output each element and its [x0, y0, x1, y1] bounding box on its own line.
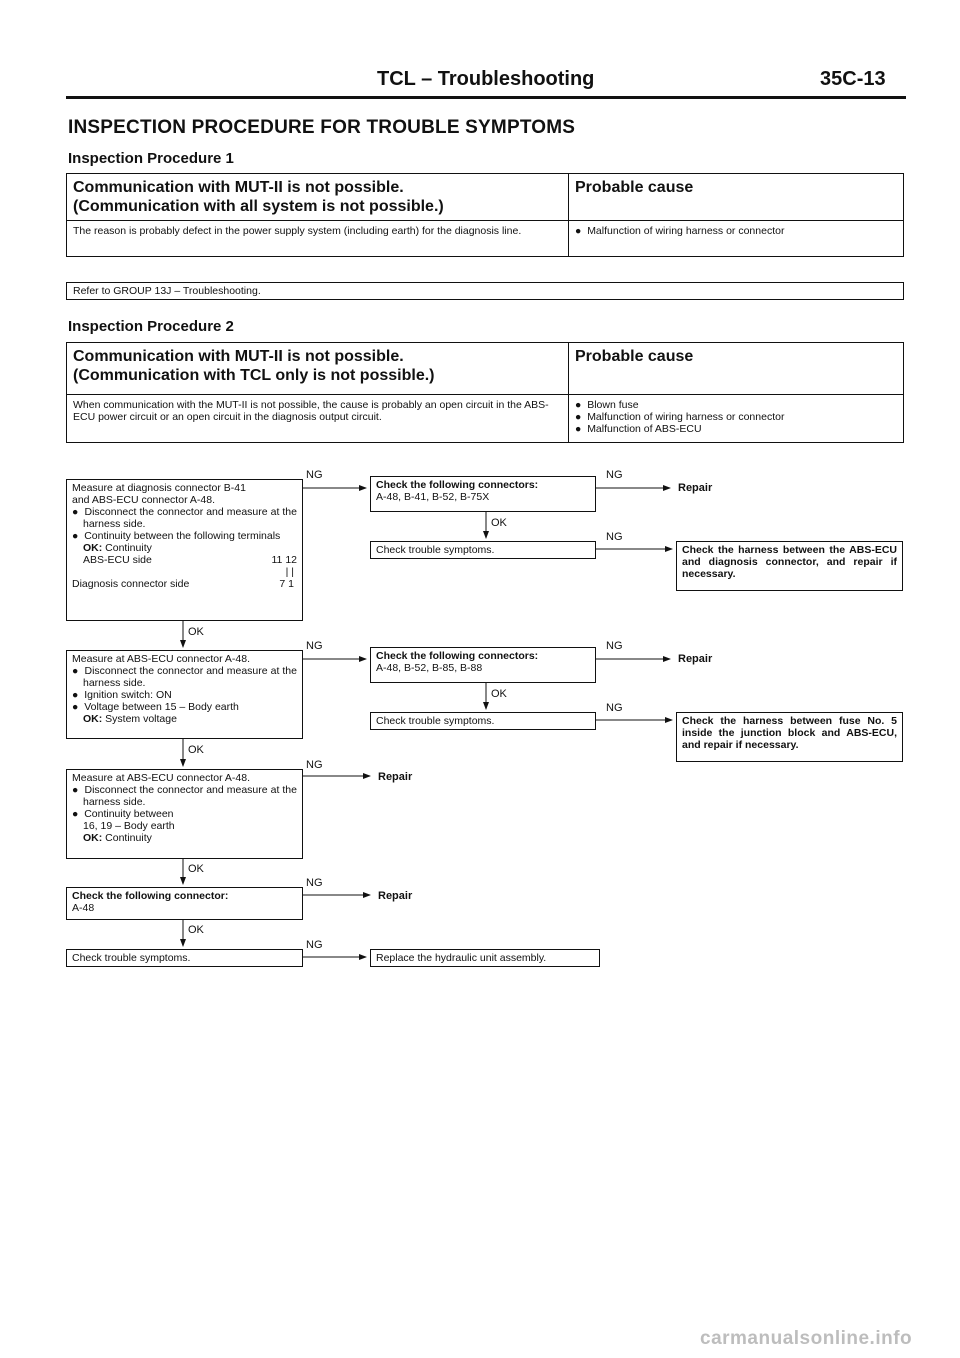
- proc1-cause-header: Probable cause: [569, 174, 904, 221]
- proc2-causes: ● Blown fuse ● Malfunction of wiring harness or connector ● Malfunction of ABS-ECU: [569, 395, 904, 443]
- step4-ng-label: NG: [306, 877, 323, 889]
- step3-box: Measure at ABS-ECU connector A-48. ● Disconnect the connector and measure at the harness side. ● Continuity between 16, 19 – Body earth OK: Continuity: [66, 769, 303, 859]
- step3-repair: Repair: [378, 771, 413, 783]
- proc1-title: Inspection Procedure 1: [68, 150, 234, 167]
- proc2-symptom: Communication with MUT-II is not possible. (Communication with TCL only is not possible.): [67, 343, 569, 395]
- proc1-reason: The reason is probably defect in the power supply system (including earth) for the diagnosis line.: [67, 221, 569, 257]
- step2-harness-box: Check the harness between fuse No. 5 inside the junction block and ABS-ECU, and repair if necessary.: [676, 712, 903, 762]
- step2-repair: Repair: [678, 653, 713, 665]
- step1-ng-ok-label: OK: [491, 517, 507, 529]
- page-number: 35C-13: [820, 68, 886, 90]
- step2-ng-ok-label: OK: [491, 688, 507, 700]
- step1-check-trouble-box: Check trouble symptoms.: [370, 541, 596, 559]
- section-title: TCL – Troubleshooting: [377, 68, 595, 90]
- step1-ng-label: NG: [306, 469, 323, 481]
- step2-box: Measure at ABS-ECU connector A-48. ● Disconnect the connector and measure at the harness side. ● Ignition switch: ON ● Voltage between 15 – Body earth OK: System voltage: [66, 650, 303, 739]
- step1-box: Measure at diagnosis connector B-41 and ABS-ECU connector A-48. ● Disconnect the connector and measure at the harness side. ● Continuity between the following terminals OK: Continuity ABS-ECU side 11 12 | | Diagnosis connector side 7 1: [66, 479, 303, 621]
- proc1-causes: ● Malfunction of wiring harness or connector: [569, 221, 904, 257]
- step1-ok-label: OK: [188, 626, 204, 638]
- footer-watermark: carmanualsonline.info: [700, 1328, 913, 1349]
- proc2-title: Inspection Procedure 2: [68, 318, 234, 335]
- step3-ng-label: NG: [306, 759, 323, 771]
- step2-ng-ng-label: NG: [606, 640, 623, 652]
- proc2-reason: When communication with the MUT-II is not possible, the cause is probably an open circuit in the ABS-ECU power circuit or an open circuit in the diagnosis output circuit.: [67, 395, 569, 443]
- step4-repair: Repair: [378, 890, 413, 902]
- step2-ng-connector-box: Check the following connectors: A-48, B-52, B-85, B-88: [370, 647, 596, 683]
- step2-ok-ng-label: NG: [606, 702, 623, 714]
- main-title: INSPECTION PROCEDURE FOR TROUBLE SYMPTOMS: [68, 117, 576, 138]
- step2-ok-label: OK: [188, 744, 204, 756]
- step5-replace-box: Replace the hydraulic unit assembly.: [370, 949, 600, 967]
- step2-check-trouble-box: Check trouble symptoms.: [370, 712, 596, 730]
- step4-box: Check the following connector: A-48: [66, 887, 303, 920]
- step1-ng-connector-box: Check the following connectors: A-48, B-41, B-52, B-75X: [370, 476, 596, 512]
- step3-ok-label: OK: [188, 863, 204, 875]
- step1-repair: Repair: [678, 482, 713, 494]
- proc1-symptom: Communication with MUT-II is not possible. (Communication with all system is not possible.): [67, 174, 569, 221]
- proc1-refer: Refer to GROUP 13J – Troubleshooting.: [66, 282, 904, 300]
- step2-ng-label: NG: [306, 640, 323, 652]
- step5-check-trouble-box: Check trouble symptoms.: [66, 949, 303, 967]
- step1-harness-box: Check the harness between the ABS-ECU and diagnosis connector, and repair if necessary.: [676, 541, 903, 591]
- step5-ng-label: NG: [306, 939, 323, 951]
- step4-ok-label: OK: [188, 924, 204, 936]
- step1-ok-ng-label: NG: [606, 531, 623, 543]
- step1-ng-ng-label: NG: [606, 469, 623, 481]
- proc2-cause-header: Probable cause: [569, 343, 904, 395]
